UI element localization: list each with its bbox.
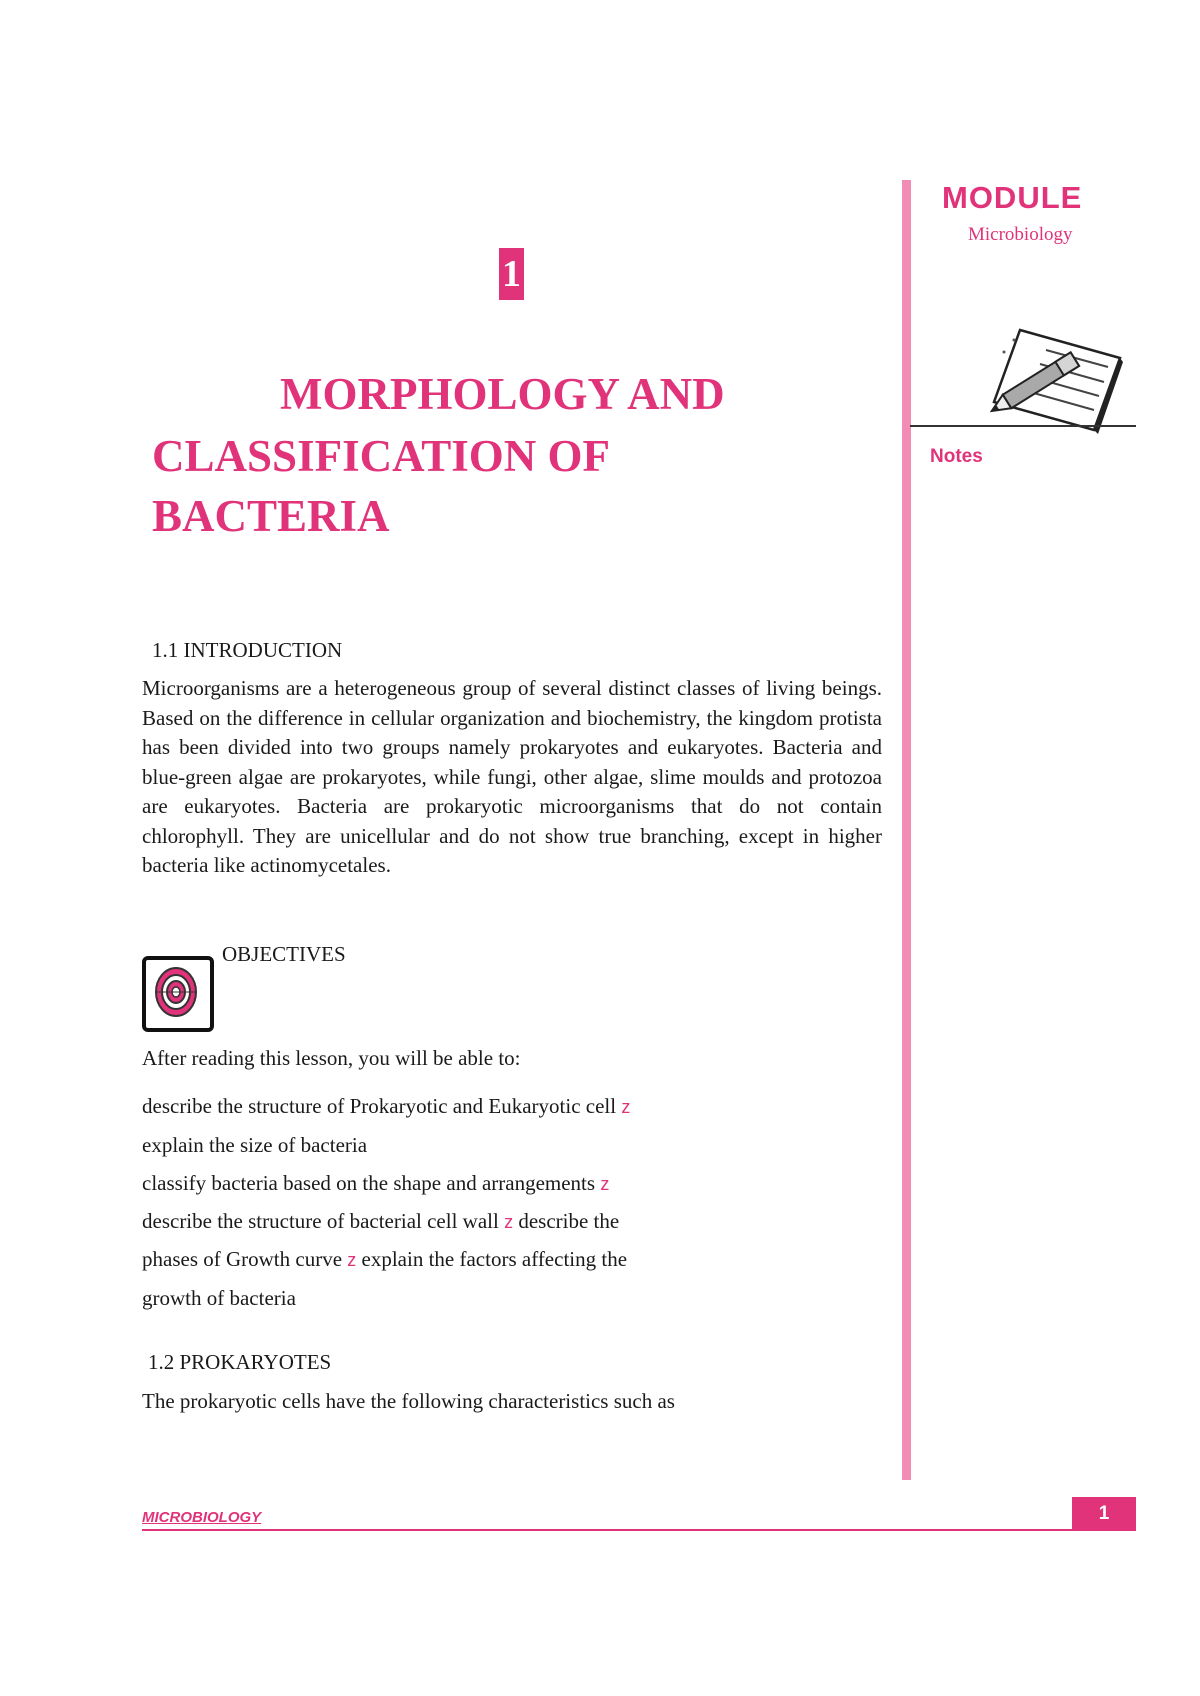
z-marker: z: [621, 1097, 631, 1117]
chapter-title-line: MORPHOLOGY AND: [280, 369, 725, 419]
objective-line: describe the structure of bacterial cell wall z describe the: [142, 1209, 620, 1233]
section-heading-objectives: OBJECTIVES: [222, 942, 346, 966]
objective-line: classify bacteria based on the shape and arrangements z: [142, 1171, 610, 1195]
page-number: 1: [1072, 1497, 1136, 1530]
objective-line: growth of bacteria: [142, 1286, 296, 1310]
notes-label: Notes: [930, 446, 983, 467]
section-heading-prokaryotes: 1.2 PROKARYOTES: [148, 1350, 332, 1374]
z-marker: z: [600, 1174, 610, 1194]
objective-line: describe the structure of Prokaryotic and Eukaryotic cell z: [142, 1094, 631, 1118]
footer-label: MICROBIOLOGY: [142, 1509, 262, 1526]
notes-rule: [910, 425, 1136, 427]
objective-line: phases of Growth curve z explain the factors affecting the: [142, 1247, 628, 1271]
objectives-intro: After reading this lesson, you will be able to:: [142, 1046, 521, 1070]
notepad-pencil-icon: [990, 322, 1130, 442]
module-subtitle: Microbiology: [968, 224, 1073, 245]
prokaryotes-paragraph: The prokaryotic cells have the following characteristics such as: [142, 1389, 675, 1413]
z-marker: z: [504, 1212, 514, 1232]
introduction-paragraph: Microorganisms are a heterogeneous group of several distinct classes of living beings. Based on the difference in cellular organization and biochemistry, the kingdom protista has been divided into two groups namely prokaryotes and eukaryotes. Bacteria and blue-green algae are prokaryotes, while fungi, other algae, slime moulds and protozoa are eukaryotes. Bacteria are prokaryotic microorganisms that do not contain chlorophyll. They are unicellular and do not show true branching, except in higher bacteria like actinomycetales.: [142, 676, 882, 877]
chapter-number: 1: [499, 248, 524, 300]
section-heading-introduction: 1.1 INTRODUCTION: [152, 638, 343, 662]
objective-line: explain the size of bacteria: [142, 1133, 368, 1157]
margin-rule: [902, 180, 911, 1480]
chapter-title-line: CLASSIFICATION OF: [152, 431, 610, 481]
module-title: MODULE: [942, 180, 1083, 215]
target-icon: [142, 956, 214, 1032]
footer-rule: [142, 1529, 1136, 1531]
chapter-title-line: BACTERIA: [152, 491, 390, 541]
z-marker: z: [347, 1250, 357, 1270]
